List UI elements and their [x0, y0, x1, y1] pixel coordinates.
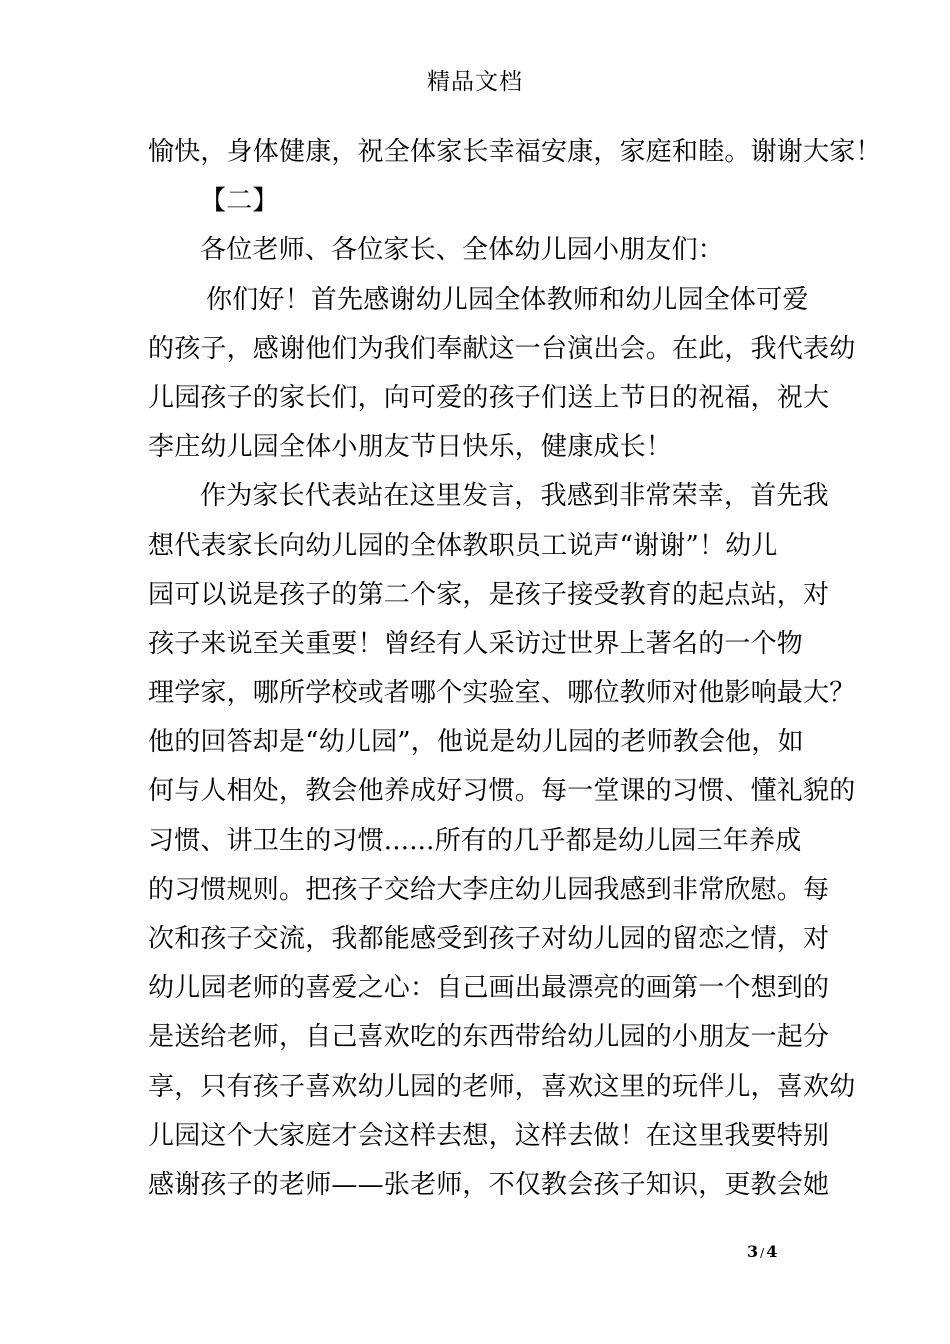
- section-heading: 【二】: [200, 186, 279, 217]
- text-line: 园可以说是孩子的第二个家，是孩子接受教育的起点站，对: [148, 579, 830, 610]
- text-line: 想代表家长向幼儿园的全体教职员工说声“谢谢”！幼儿: [148, 530, 778, 561]
- text-line: 孩子来说至关重要！曾经有人采访过世界上著名的一个物: [148, 628, 804, 659]
- text-line: 的孩子，感谢他们为我们奉献这一台演出会。在此，我代表幼: [148, 333, 856, 364]
- text-line: 是送给老师，自己喜欢吃的东西带给幼儿园的小朋友一起分: [148, 1022, 830, 1053]
- text-line: 各位老师、各位家长、全体幼儿园小朋友们：: [200, 235, 725, 266]
- text-line: 儿园这个大家庭才会这样去想，这样去做！在这里我要特别: [148, 1120, 830, 1151]
- document-body: [148, 128, 882, 1210]
- text-line: 次和孩子交流，我都能感受到孩子对幼儿园的留恋之情，对: [148, 924, 830, 954]
- text-line: 作为家长代表站在这里发言，我感到非常荣幸，首先我: [200, 481, 829, 512]
- text-line: 儿园孩子的家长们，向可爱的孩子们送上节日的祝福，祝大: [148, 382, 830, 413]
- text-line: 的习惯规则。把孩子交给大李庄幼儿园我感到非常欣慰。每: [148, 874, 830, 905]
- page-number-separator: /: [760, 1246, 765, 1260]
- text-line: 幼儿园老师的喜爱之心：自己画出最漂亮的画第一个想到的: [148, 973, 830, 1004]
- page-header-title: 精品文档: [427, 69, 523, 95]
- text-line: 习惯、讲卫生的习惯......所有的几乎都是幼儿园三年养成: [148, 825, 802, 856]
- text-line: 何与人相处，教会他养成好习惯。每一堂课的习惯、懂礼貌的: [148, 776, 856, 807]
- text-line: 李庄幼儿园全体小朋友节日快乐，健康成长！: [148, 432, 673, 463]
- text-line: 理学家，哪所学校或者哪个实验室、哪位教师对他影响最大？: [148, 678, 856, 709]
- page-number-current: 3: [747, 1242, 759, 1261]
- text-line: 你们好！首先感谢幼儿园全体教师和幼儿园全体可爱: [206, 284, 809, 315]
- page-number: [747, 1242, 777, 1263]
- text-line: 他的回答却是“幼儿园”，他说是幼儿园的老师教会他，如: [148, 727, 804, 758]
- text-line: 享，只有孩子喜欢幼儿园的老师，喜欢这里的玩伴儿，喜欢幼: [148, 1071, 856, 1102]
- text-line: 愉快，身体健康，祝全体家长幸福安康，家庭和睦。谢谢大家！: [148, 137, 882, 167]
- text-line: 感谢孩子的老师——张老师，不仅教会孩子知识，更教会她: [148, 1169, 830, 1200]
- page-number-total: 4: [766, 1242, 778, 1261]
